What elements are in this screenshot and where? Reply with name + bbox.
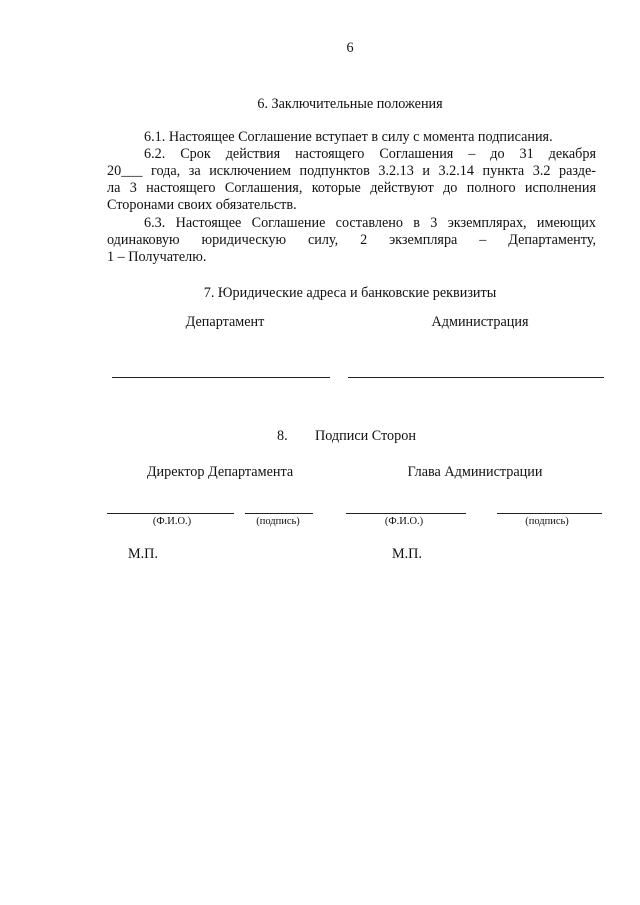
right-signature-line: [497, 513, 602, 514]
right-requisites-line: [348, 377, 604, 378]
paragraph-line: 6.2. Срок действия настоящего Соглашения – до 31 декабря: [144, 146, 596, 162]
paragraph-line: Сторонами своих обязательств.: [107, 197, 297, 214]
left-signature-line: [245, 513, 313, 514]
section-7-title: 7. Юридические адреса и банковские реквизиты: [203, 285, 497, 301]
section-6-3-paragraph: [107, 215, 596, 266]
paragraph-line: одинаковую юридическую силу, 2 экземпляра – Департаменту,: [107, 232, 596, 249]
left-fio-caption: (Ф.И.О.): [152, 516, 192, 527]
right-signer-title: Глава Администрации: [407, 464, 543, 480]
paragraph-line: 6.1. Настоящее Соглашение вступает в силу с момента подписания.: [144, 129, 553, 145]
section-6-2-paragraph: [107, 146, 596, 214]
left-seal-mark: М.П.: [128, 546, 158, 562]
section-8-number: 8.: [277, 428, 288, 444]
page-number: 6: [346, 40, 354, 56]
left-requisites-line: [112, 377, 330, 378]
section-6-1-paragraph: [107, 129, 596, 146]
paragraph-line: 6.3. Настоящее Соглашение составлено в 3 экземплярах, имеющих: [144, 215, 596, 231]
right-fio-caption: (Ф.И.О.): [384, 516, 424, 527]
left-party-label: Департамент: [185, 314, 265, 330]
section-6-title: 6. Заключительные положения: [257, 96, 443, 112]
right-signature-caption: (подпись): [525, 516, 569, 527]
right-party-label: Администрация: [431, 314, 529, 330]
left-signature-caption: (подпись): [256, 516, 300, 527]
paragraph-line: 1 – Получателю.: [107, 249, 207, 266]
right-seal-mark: М.П.: [392, 546, 422, 562]
paragraph-line: ла 3 настоящего Соглашения, которые действуют до полного исполнения: [107, 180, 596, 197]
paragraph-line: 20___ года, за исключением подпунктов 3.2.13 и 3.2.14 пункта 3.2 разде-: [107, 163, 596, 180]
section-8-title: Подписи Сторон: [315, 428, 416, 444]
left-signer-title: Директор Департамента: [146, 464, 294, 480]
right-fio-line: [346, 513, 466, 514]
left-fio-line: [107, 513, 234, 514]
